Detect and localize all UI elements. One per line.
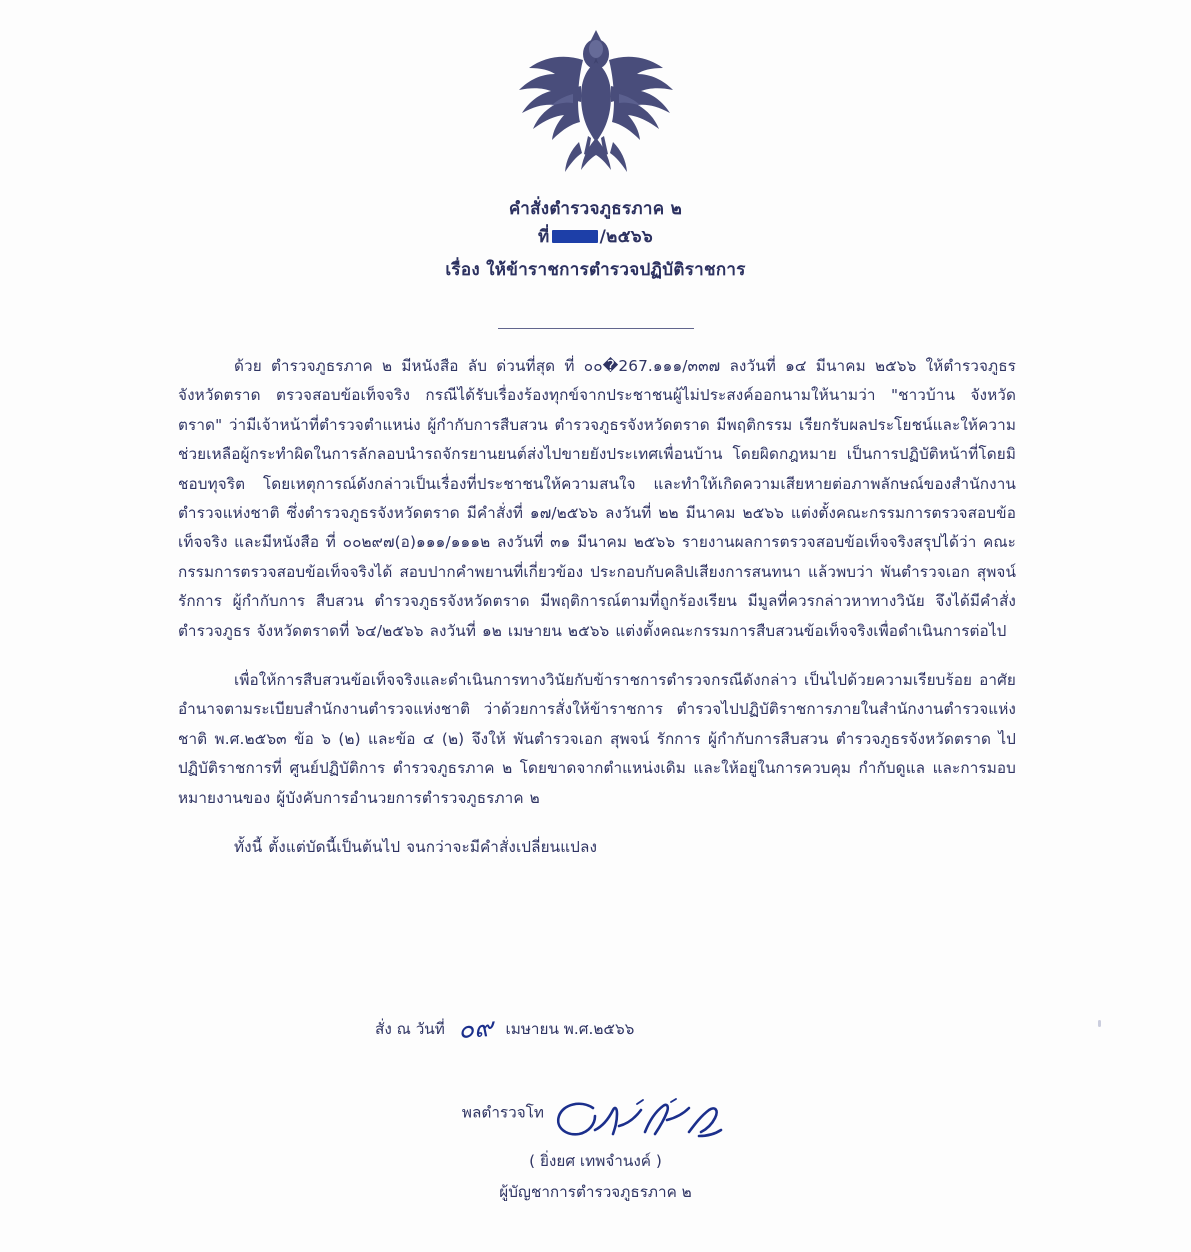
paragraph-1: ด้วย ตำรวจภูธรภาค ๒ มีหนังสือ ลับ ด่วนที่สุด ที่ ๐๐�267.๑๑๑/๓๓๗ ลงวันที่ ๑๔ มีนาคม ๒๕๖๖ ให้ตำรวจภูธรจังหวัดตราด ตรวจสอบข้อเท็จจริง กรณีได้รับเรื่องร้องทุกข์จากประชาชนผู้ไม่ประสงค์ออกนามให้นามว่า "ชาวบ้าน จังหวัดตราด" ว่ามีเจ้าหน้าที่ตำรวจตำแหน่ง ผู้กำกับการสืบสวน ตำรวจภูธรจังหวัดตราด มีพฤติกรรม เรียกรับผลประโยชน์และให้ความช่วยเหลือผู้กระทำผิดในการลักลอบนำรถจักรยานยนต์ส่งไปขายยังประเทศเพื่อนบ้าน โดยผิดกฎหมาย เป็นการปฏิบัติหน้าที่โดยมิชอบทุจริต โดยเหตุการณ์ดังกล่าวเป็นเรื่องที่ประชาชนให้ความสนใจ และทำให้เกิดความเสียหายต่อภาพลักษณ์ของสำนักงานตำรวจแห่งชาติ ซึ่งตำรวจภูธรจังหวัดตราด มีคำสั่งที่ ๑๗/๒๕๖๖ ลงวันที่ ๒๒ มีนาคม ๒๕๖๖ แต่งตั้งคณะกรรมการตรวจสอบข้อเท็จจริง และมีหนังสือ ที่ ๐๐๒๙๗(อ)๑๑๑/๑๑๑๒ ลงวันที่ ๓๑ มีนาคม ๒๕๖๖ รายงานผลการตรวจสอบข้อเท็จจริงสรุปได้ว่า คณะกรรมการตรวจสอบข้อเท็จจริงได้ สอบปากคำพยานที่เกี่ยวข้อง ประกอบกับคลิปเสียงการสนทนา แล้วพบว่า พันตำรวจเอก สุพจน์ รักการ ผู้กำกับการ สืบสวน ตำรวจภูธรจังหวัดตราด มีพฤติการณ์ตามที่ถูกร้องเรียน มีมูลที่ควรกล่าวหาทางวินัย จึงได้มีคำสั่งตำรวจภูธร จังหวัดตราดที่ ๖๔/๒๕๖๖ ลงวันที่ ๑๒ เมษายน ๒๕๖๖ แต่งตั้งคณะกรรมการสืบสวนข้อเท็จจริงเพื่อดำเนินการต่อไป	[178, 357, 1016, 640]
order-number-prefix: ที่	[538, 227, 550, 248]
paragraph-2: เพื่อให้การสืบสวนข้อเท็จจริงและดำเนินการทางวินัยกับข้าราชการตำรวจกรณีดังกล่าว เป็นไปด้วยความเรียบร้อย อาศัยอำนาจตามระเบียบสำนักงานตำรวจแห่งชาติ ว่าด้วยการสั่งให้ข้าราชการ ตำรวจไปปฏิบัติราชการภายในสำนักงานตำรวจแห่งชาติ พ.ศ.๒๕๖๓ ข้อ ๖ (๒) และข้อ ๔ (๒) จึงให้ พันตำรวจเอก สุพจน์ รักการ ผู้กำกับการสืบสวน ตำรวจภูธรจังหวัดตราด ไปปฏิบัติราชการที่ ศูนย์ปฏิบัติการ ตำรวจภูธรภาค ๒ โดยขาดจากตำแหน่งเดิม และให้อยู่ในการควบคุม กำกับดูแล และการมอบหมายงานของ ผู้บังคับการอำนวยการตำรวจภูธรภาค ๒	[178, 671, 1016, 807]
signature-row	[462, 1096, 729, 1142]
signature-name: ( ยิ่งยศ เทพจำนงค์ )	[529, 1152, 662, 1170]
redaction-block	[552, 230, 598, 243]
signature-rank: พลตำรวจโท	[461, 1103, 544, 1122]
heading-line-order-number	[0, 224, 1191, 250]
heading-line-subject: เรื่อง ให้ข้าราชการตำรวจปฏิบัติราชการ	[445, 259, 746, 280]
paragraph-3: ทั้งนี้ ตั้งแต่บัดนี้เป็นต้นไป จนกว่าจะมีคำสั่งเปลี่ยนแปลง	[234, 838, 598, 857]
page-artifact	[1098, 1020, 1101, 1027]
dateline-suffix: เมษายน พ.ศ.๒๕๖๖	[505, 1020, 635, 1038]
order-number-suffix: /๒๕๖๖	[599, 227, 653, 248]
signature-block	[0, 1096, 1191, 1204]
document-body	[178, 352, 1016, 863]
heading-line-order-title: คำสั่งตำรวจภูธรภาค ๒	[508, 199, 683, 219]
emblem-container	[0, 24, 1191, 183]
dateline	[375, 1008, 634, 1049]
heading-divider	[498, 328, 694, 329]
document-heading	[0, 196, 1191, 283]
dateline-prefix: สั่ง ณ วันที่	[375, 1020, 445, 1038]
dateline-day-handwritten: ๐๙	[456, 1012, 494, 1046]
garuda-emblem	[511, 24, 681, 179]
signature-scribble	[549, 1096, 729, 1142]
signature-title: ผู้บัญชาการตำรวจภูธรภาค ๒	[499, 1183, 692, 1201]
